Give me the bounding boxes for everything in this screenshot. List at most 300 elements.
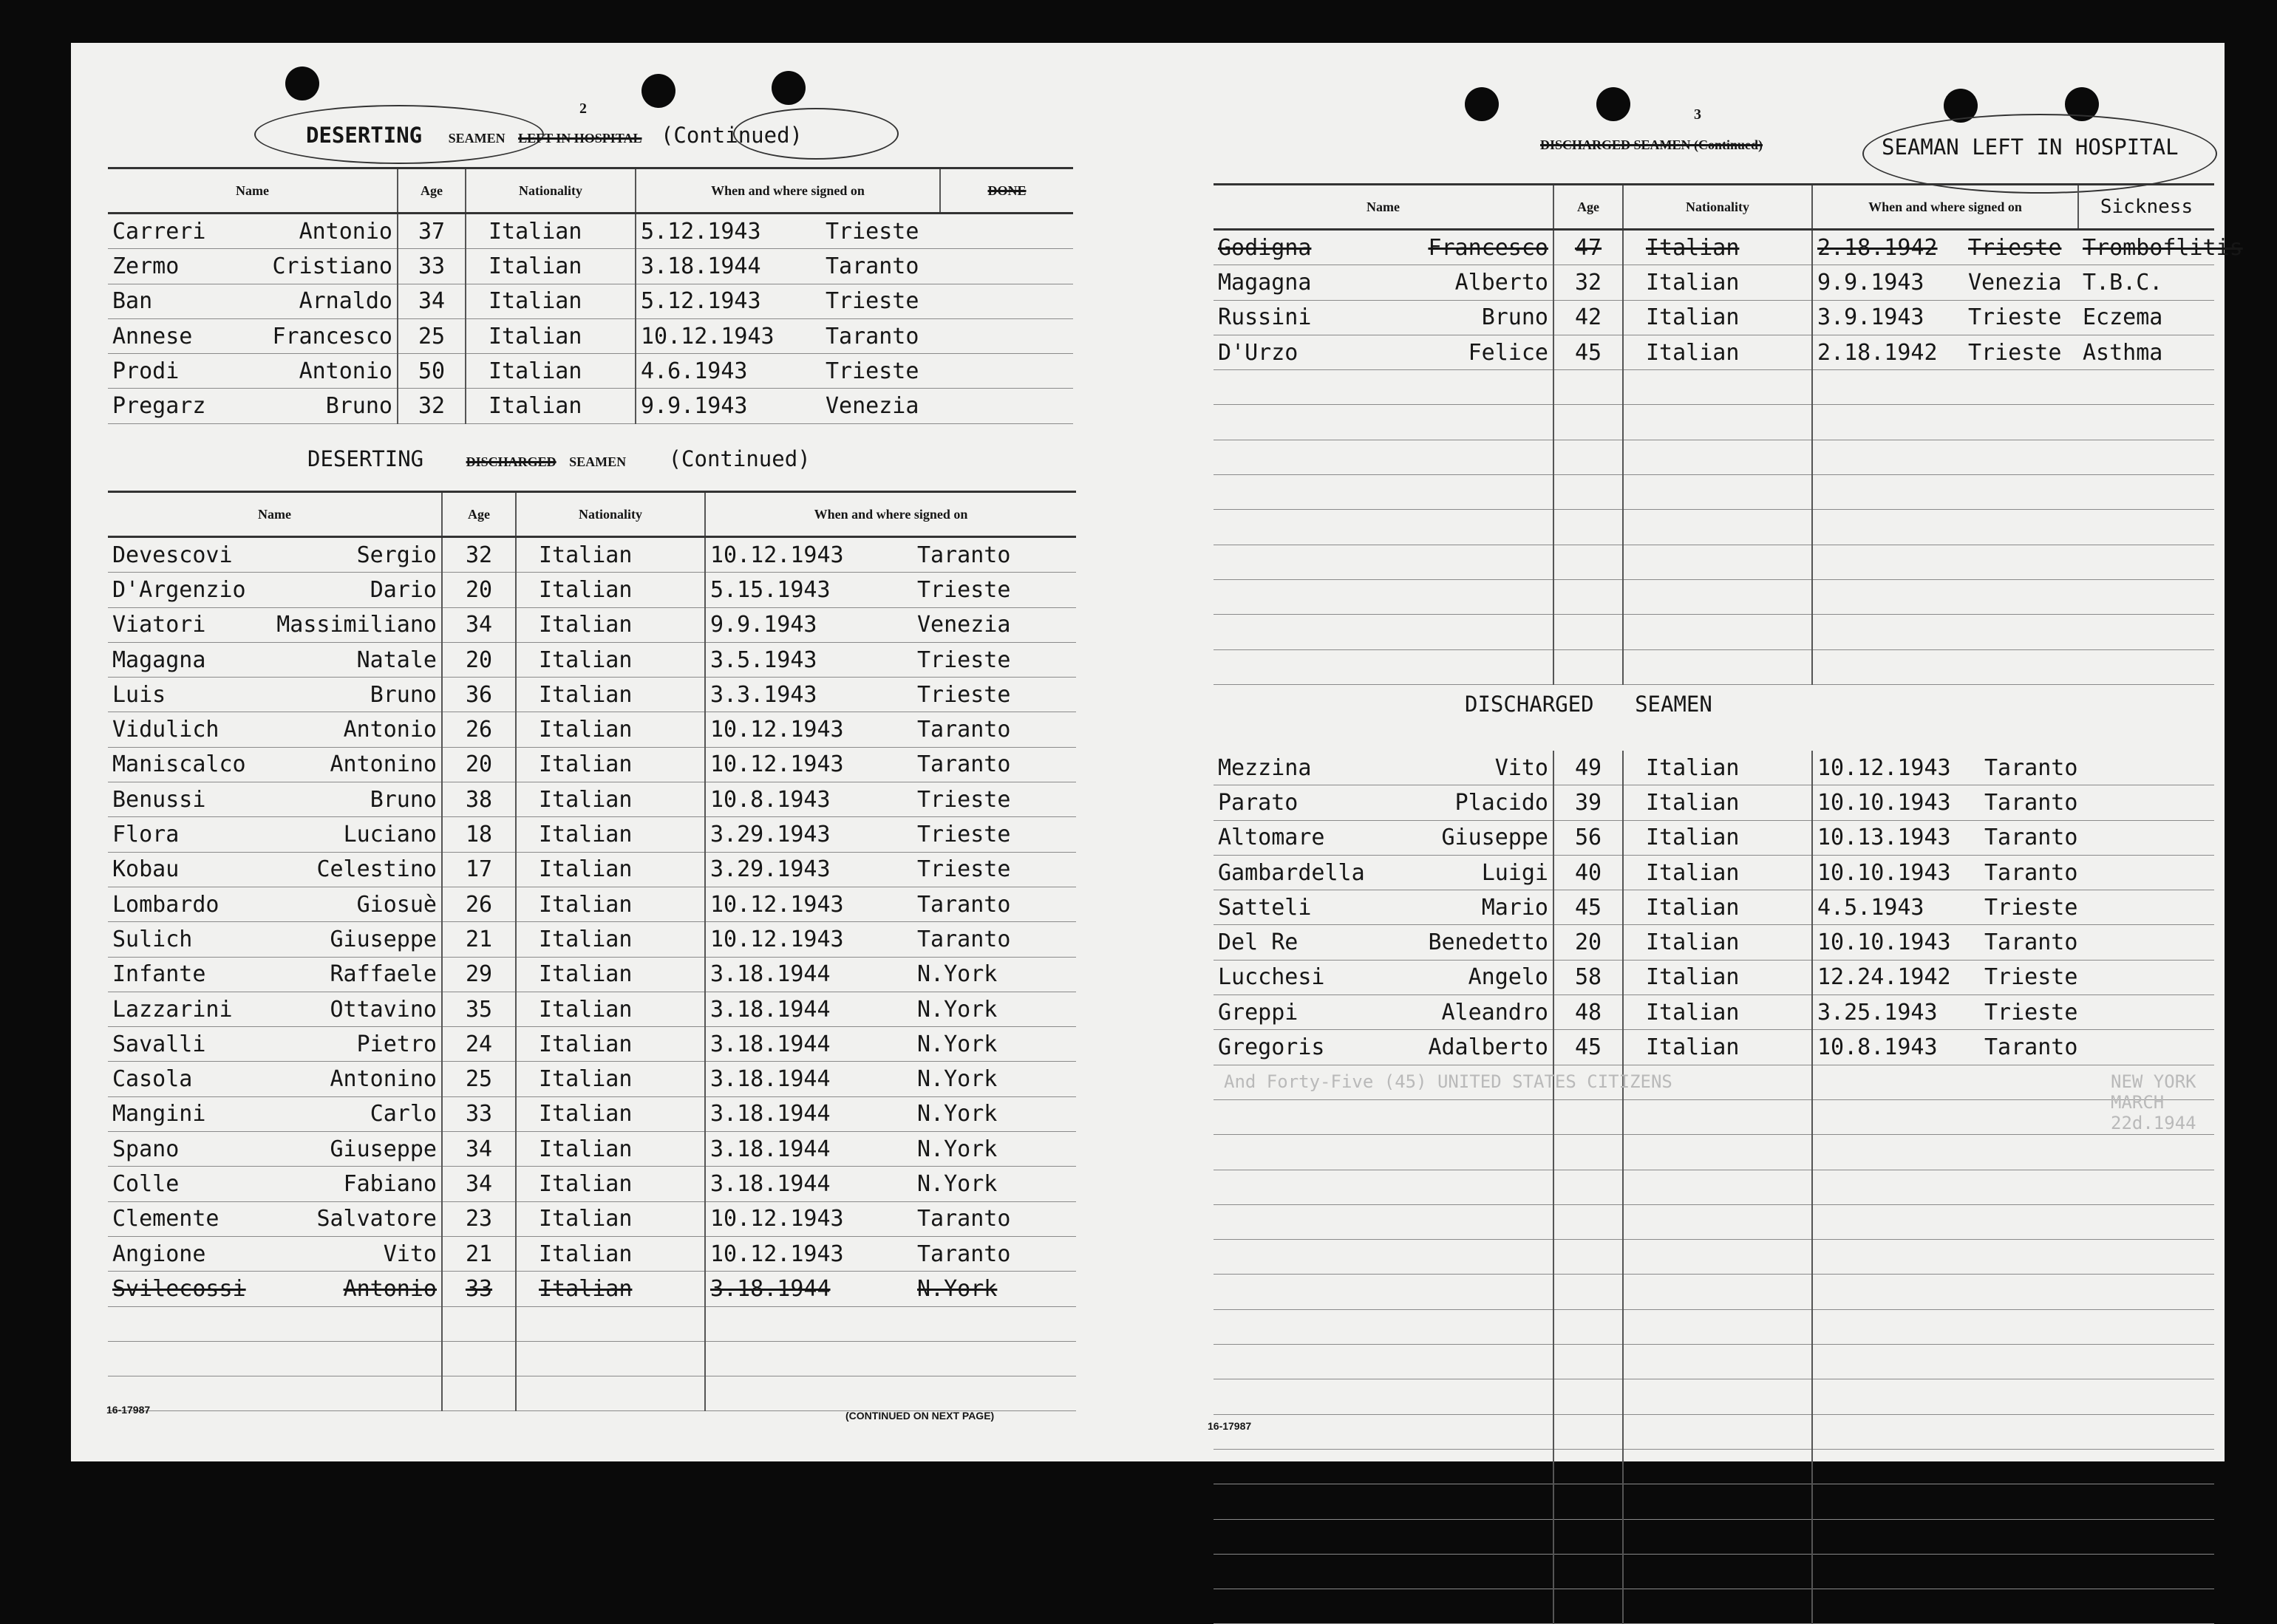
nationality-cell: Italian bbox=[516, 1236, 705, 1271]
age-cell: 49 bbox=[1553, 751, 1623, 785]
signed-place: Trieste bbox=[1984, 894, 2078, 921]
age-cell: 40 bbox=[1553, 855, 1623, 890]
name-cell bbox=[108, 1062, 442, 1096]
age-cell: 17 bbox=[442, 852, 516, 887]
surname: Godigna bbox=[1218, 234, 1312, 261]
table-row bbox=[1214, 230, 2214, 265]
extra-cell bbox=[940, 249, 1073, 284]
signed-cell bbox=[636, 249, 940, 284]
nationality-cell: Italian bbox=[516, 712, 705, 747]
given-name: Fabiano bbox=[343, 1170, 437, 1197]
nationality-cell: Italian bbox=[1623, 925, 1812, 960]
given-name: Bruno bbox=[370, 681, 437, 708]
blank-row bbox=[1214, 1240, 2214, 1275]
form-number: 16-17987 bbox=[106, 1404, 151, 1416]
signed-date: 5.12.1943 bbox=[641, 288, 761, 315]
nationality-cell: Italian bbox=[516, 1132, 705, 1167]
nationality-cell: Italian bbox=[1623, 300, 1812, 335]
surname: Maniscalco bbox=[112, 751, 246, 778]
signed-date: 10.12.1943 bbox=[710, 926, 844, 952]
name-cell bbox=[1214, 300, 1553, 335]
name-cell bbox=[108, 992, 442, 1026]
signed-date: 3.18.1944 bbox=[710, 961, 831, 988]
col-nationality: Nationality bbox=[516, 492, 705, 537]
signed-cell bbox=[705, 747, 1076, 782]
age-cell: 32 bbox=[442, 537, 516, 573]
table-row bbox=[108, 1132, 1076, 1167]
signed-place: Trieste bbox=[1968, 304, 2062, 331]
given-name: Bruno bbox=[370, 786, 437, 813]
signed-date: 3.18.1944 bbox=[710, 996, 831, 1023]
name-cell bbox=[108, 817, 442, 852]
nationality-cell: Italian bbox=[466, 284, 636, 318]
signed-cell bbox=[1812, 855, 2214, 890]
given-name: Salvatore bbox=[316, 1206, 437, 1232]
age-cell: 37 bbox=[398, 214, 466, 249]
hospital-title: SEAMAN LEFT IN HOSPITAL bbox=[1882, 134, 2179, 160]
nationality-cell: Italian bbox=[1623, 820, 1812, 855]
signed-cell bbox=[1812, 265, 2078, 300]
name-cell bbox=[1214, 890, 1553, 925]
nationality-cell: Italian bbox=[516, 747, 705, 782]
extra-cell: Asthma bbox=[2078, 335, 2214, 369]
signed-place: Trieste bbox=[1984, 999, 2078, 1026]
signed-date: 10.10.1943 bbox=[1817, 859, 1951, 886]
age-cell: 24 bbox=[442, 1027, 516, 1062]
signed-place: N.York bbox=[917, 961, 998, 988]
table-row bbox=[108, 214, 1073, 249]
given-name: Antonino bbox=[330, 1066, 437, 1093]
table-row bbox=[108, 1096, 1076, 1131]
table-row bbox=[108, 284, 1073, 318]
table-row bbox=[108, 607, 1076, 642]
given-name: Dario bbox=[370, 576, 437, 603]
table-row bbox=[108, 1062, 1076, 1096]
extra-cell bbox=[940, 389, 1073, 423]
signed-place: Trieste bbox=[1984, 964, 2078, 991]
blank-row bbox=[1214, 1589, 2214, 1624]
age-cell: 18 bbox=[442, 817, 516, 852]
signed-place: Venezia bbox=[826, 393, 919, 420]
signed-cell bbox=[1812, 960, 2214, 994]
blank-row bbox=[1214, 370, 2214, 405]
nationality-cell: Italian bbox=[1623, 855, 1812, 890]
nationality-cell: Italian bbox=[516, 1062, 705, 1096]
table-row bbox=[108, 537, 1076, 573]
nationality-cell: Italian bbox=[516, 1167, 705, 1201]
signed-date: 3.18.1944 bbox=[710, 1170, 831, 1197]
given-name: Sergio bbox=[356, 542, 437, 568]
name-cell bbox=[108, 1027, 442, 1062]
surname: Infante bbox=[112, 961, 206, 988]
signed-cell bbox=[1812, 890, 2214, 925]
signed-date: 3.18.1944 bbox=[710, 1101, 831, 1127]
age-cell: 34 bbox=[442, 1167, 516, 1201]
table-row bbox=[108, 957, 1076, 992]
nationality-cell: Italian bbox=[516, 957, 705, 992]
extra-cell: T.B.C. bbox=[2078, 265, 2214, 300]
age-cell: 25 bbox=[442, 1062, 516, 1096]
signed-cell bbox=[1812, 230, 2078, 265]
blank-row bbox=[1214, 1204, 2214, 1239]
signed-cell bbox=[705, 782, 1076, 817]
signed-cell bbox=[636, 214, 940, 249]
nationality-cell: Italian bbox=[516, 887, 705, 921]
name-cell bbox=[1214, 335, 1553, 369]
table-row bbox=[108, 922, 1076, 957]
age-cell: 34 bbox=[398, 284, 466, 318]
signed-place: Taranto bbox=[917, 751, 1011, 778]
blank-row bbox=[108, 1306, 1076, 1341]
surname: Mezzina bbox=[1218, 754, 1312, 781]
signed-cell bbox=[636, 389, 940, 423]
name-cell bbox=[1214, 785, 1553, 820]
given-name: Luigi bbox=[1481, 859, 1548, 886]
signed-date: 5.15.1943 bbox=[710, 576, 831, 603]
signed-cell bbox=[705, 642, 1076, 677]
signed-cell bbox=[705, 1272, 1076, 1306]
age-cell: 45 bbox=[1553, 335, 1623, 369]
age-cell: 20 bbox=[442, 642, 516, 677]
table-row bbox=[108, 354, 1073, 389]
age-cell: 45 bbox=[1553, 1030, 1623, 1065]
signed-place: Taranto bbox=[1984, 754, 2078, 781]
name-cell bbox=[1214, 820, 1553, 855]
signed-place: Taranto bbox=[1984, 1034, 2078, 1061]
col-age: Age bbox=[442, 492, 516, 537]
name-cell bbox=[1214, 960, 1553, 994]
given-name: Placido bbox=[1454, 789, 1548, 816]
nationality-cell: Italian bbox=[466, 318, 636, 353]
signed-date: 10.12.1943 bbox=[710, 717, 844, 743]
table-row bbox=[108, 1272, 1076, 1306]
surname: Satteli bbox=[1218, 894, 1312, 921]
section-title: DESERTING SEAMEN LEFT IN HOSPITAL (Continued) bbox=[306, 123, 803, 148]
signed-cell bbox=[705, 817, 1076, 852]
surname: Sulich bbox=[112, 926, 193, 952]
name-cell bbox=[108, 354, 398, 389]
table-row bbox=[108, 887, 1076, 921]
surname: Angione bbox=[112, 1241, 206, 1267]
age-cell: 20 bbox=[442, 573, 516, 607]
signed-date: 3.3.1943 bbox=[710, 681, 817, 708]
signed-cell bbox=[705, 992, 1076, 1026]
extra-cell bbox=[940, 284, 1073, 318]
given-name: Carlo bbox=[370, 1101, 437, 1127]
extra-cell bbox=[940, 214, 1073, 249]
surname: Flora bbox=[112, 822, 180, 848]
discharged-title: DISCHARGED SEAMEN bbox=[1465, 692, 1712, 717]
age-cell: 21 bbox=[442, 1236, 516, 1271]
signed-place: Trieste bbox=[917, 822, 1011, 848]
signed-place: N.York bbox=[917, 1066, 998, 1093]
signed-date: 10.10.1943 bbox=[1817, 929, 1951, 956]
age-cell: 26 bbox=[442, 887, 516, 921]
surname: Lazzarini bbox=[112, 996, 233, 1023]
name-cell bbox=[108, 214, 398, 249]
nationality-cell: Italian bbox=[516, 992, 705, 1026]
name-cell bbox=[108, 389, 398, 423]
signed-cell bbox=[636, 284, 940, 318]
nationality-cell: Italian bbox=[516, 573, 705, 607]
given-name: Giosuè bbox=[356, 891, 437, 918]
signed-cell bbox=[705, 607, 1076, 642]
page-number: 3 bbox=[1694, 106, 1701, 123]
signed-place: Trieste bbox=[826, 358, 919, 384]
blank-row bbox=[1214, 1484, 2214, 1519]
deserting-table-2 bbox=[108, 491, 1076, 1411]
col-age: Age bbox=[1553, 185, 1623, 230]
table-row bbox=[108, 573, 1076, 607]
surname: D'Urzo bbox=[1218, 339, 1299, 366]
faint-note: And Forty-Five (45) UNITED STATES CITIZENS bbox=[1224, 1071, 1672, 1092]
col-signed: When and where signed on bbox=[1812, 185, 2078, 230]
given-name: Antonio bbox=[343, 717, 437, 743]
age-cell: 50 bbox=[398, 354, 466, 389]
col-extra: DONE bbox=[940, 168, 1073, 214]
signed-cell bbox=[705, 922, 1076, 957]
signed-cell bbox=[1812, 751, 2214, 785]
surname: Pregarz bbox=[112, 393, 206, 420]
signed-place: Taranto bbox=[917, 891, 1011, 918]
name-cell bbox=[108, 1236, 442, 1271]
signed-date: 10.12.1943 bbox=[710, 891, 844, 918]
nationality-cell: Italian bbox=[466, 214, 636, 249]
surname: Luis bbox=[112, 681, 166, 708]
given-name: Giuseppe bbox=[330, 926, 437, 952]
surname: Lombardo bbox=[112, 891, 219, 918]
table-row bbox=[108, 852, 1076, 887]
signed-cell bbox=[1812, 995, 2214, 1030]
surname: Gambardella bbox=[1218, 859, 1365, 886]
blank-row bbox=[1214, 545, 2214, 579]
nationality-cell: Italian bbox=[1623, 785, 1812, 820]
surname: Savalli bbox=[112, 1031, 206, 1057]
age-cell: 25 bbox=[398, 318, 466, 353]
surname: D'Argenzio bbox=[112, 576, 246, 603]
signed-cell bbox=[705, 712, 1076, 747]
surname: Kobau bbox=[112, 856, 180, 883]
col-nationality: Nationality bbox=[466, 168, 636, 214]
signed-cell bbox=[1812, 300, 2078, 335]
deserting-table-1 bbox=[108, 167, 1073, 424]
signed-place: N.York bbox=[917, 1031, 998, 1057]
name-cell bbox=[1214, 265, 1553, 300]
table-row bbox=[1214, 890, 2214, 925]
surname: Greppi bbox=[1218, 999, 1299, 1026]
name-cell bbox=[108, 1167, 442, 1201]
table-row bbox=[108, 389, 1073, 423]
name-cell bbox=[1214, 1030, 1553, 1065]
given-name: Francesco bbox=[1428, 234, 1548, 261]
table-row bbox=[108, 318, 1073, 353]
name-cell bbox=[108, 573, 442, 607]
signed-date: 3.29.1943 bbox=[710, 822, 831, 848]
signed-date: 9.9.1943 bbox=[710, 612, 817, 638]
name-cell bbox=[108, 642, 442, 677]
nationality-cell: Italian bbox=[1623, 335, 1812, 369]
given-name: Vito bbox=[1494, 754, 1548, 781]
age-cell: 32 bbox=[1553, 265, 1623, 300]
punch-hole bbox=[285, 66, 319, 100]
name-cell bbox=[108, 747, 442, 782]
surname: Devescovi bbox=[112, 542, 233, 568]
table-row bbox=[1214, 785, 2214, 820]
extra-cell: Tromboflitis bbox=[2078, 230, 2214, 265]
signed-place: Trieste bbox=[1968, 234, 2062, 261]
nationality-cell: Italian bbox=[1623, 265, 1812, 300]
signed-place: Taranto bbox=[917, 1241, 1011, 1267]
given-name: Aleandro bbox=[1441, 999, 1548, 1026]
name-cell bbox=[108, 284, 398, 318]
nationality-cell: Italian bbox=[466, 389, 636, 423]
signed-date: 10.12.1943 bbox=[710, 1206, 844, 1232]
name-cell bbox=[1214, 925, 1553, 960]
left-page bbox=[71, 43, 1171, 1461]
nationality-cell: Italian bbox=[466, 354, 636, 389]
signed-place: Trieste bbox=[826, 288, 919, 315]
table-row bbox=[108, 678, 1076, 712]
blank-row bbox=[1214, 1345, 2214, 1379]
blank-row bbox=[1214, 1519, 2214, 1554]
signed-cell bbox=[1812, 925, 2214, 960]
age-cell: 33 bbox=[442, 1096, 516, 1131]
age-cell: 47 bbox=[1553, 230, 1623, 265]
blank-row bbox=[1214, 649, 2214, 684]
nationality-cell: Italian bbox=[1623, 995, 1812, 1030]
given-name: Raffaele bbox=[330, 961, 437, 988]
right-page bbox=[1131, 43, 2243, 1461]
signed-place: Taranto bbox=[917, 1206, 1011, 1232]
table-row bbox=[108, 249, 1073, 284]
table-row bbox=[108, 782, 1076, 817]
name-cell bbox=[108, 1201, 442, 1236]
age-cell: 34 bbox=[442, 1132, 516, 1167]
blank-row bbox=[1214, 405, 2214, 440]
extra-cell bbox=[940, 354, 1073, 389]
struck-heading: DISCHARGED SEAMEN (Continued) bbox=[1540, 137, 1763, 152]
col-signed: When and where signed on bbox=[636, 168, 940, 214]
signed-cell bbox=[705, 1027, 1076, 1062]
table-row bbox=[108, 992, 1076, 1026]
given-name: Vito bbox=[383, 1241, 437, 1267]
signed-date: 5.12.1943 bbox=[641, 218, 761, 245]
signed-cell bbox=[705, 1201, 1076, 1236]
signed-cell bbox=[636, 354, 940, 389]
punch-hole bbox=[772, 71, 806, 105]
signed-cell bbox=[705, 1096, 1076, 1131]
signed-cell bbox=[705, 1132, 1076, 1167]
age-cell: 21 bbox=[442, 922, 516, 957]
signed-date: 10.12.1943 bbox=[641, 323, 775, 349]
nationality-cell: Italian bbox=[466, 249, 636, 284]
name-cell bbox=[1214, 230, 1553, 265]
given-name: Cristiano bbox=[272, 253, 392, 279]
given-name: Arnaldo bbox=[299, 288, 392, 315]
punch-hole bbox=[1465, 87, 1499, 121]
nationality-cell: Italian bbox=[516, 852, 705, 887]
table-row bbox=[1214, 751, 2214, 785]
table-row bbox=[1214, 1030, 2214, 1065]
nationality-cell: Italian bbox=[516, 1027, 705, 1062]
blank-row bbox=[108, 1341, 1076, 1376]
col-name: Name bbox=[108, 492, 442, 537]
nationality-cell: Italian bbox=[1623, 230, 1812, 265]
age-cell: 58 bbox=[1553, 960, 1623, 994]
form-number: 16-17987 bbox=[1208, 1420, 1252, 1432]
signed-cell bbox=[705, 852, 1076, 887]
surname: Viatori bbox=[112, 612, 206, 638]
extra-cell bbox=[940, 318, 1073, 353]
given-name: Mario bbox=[1481, 894, 1548, 921]
blank-row bbox=[1214, 440, 2214, 474]
surname: Carreri bbox=[112, 218, 206, 245]
given-name: Bruno bbox=[325, 393, 392, 420]
surname: Gregoris bbox=[1218, 1034, 1325, 1061]
signed-date: 3.5.1943 bbox=[710, 646, 817, 673]
signed-place: Taranto bbox=[1984, 859, 2078, 886]
signed-cell bbox=[705, 957, 1076, 992]
blank-row bbox=[1214, 510, 2214, 545]
signed-place: Trieste bbox=[917, 576, 1011, 603]
signed-place: Taranto bbox=[1984, 929, 2078, 956]
table-row bbox=[1214, 300, 2214, 335]
age-cell: 48 bbox=[1553, 995, 1623, 1030]
signed-cell bbox=[1812, 820, 2214, 855]
nationality-cell: Italian bbox=[516, 817, 705, 852]
signed-cell bbox=[705, 887, 1076, 921]
table-row bbox=[108, 1201, 1076, 1236]
nationality-cell: Italian bbox=[516, 678, 705, 712]
name-cell bbox=[1214, 751, 1553, 785]
surname: Clemente bbox=[112, 1206, 219, 1232]
signed-date: 2.18.1942 bbox=[1817, 234, 1938, 261]
blank-row bbox=[1214, 1414, 2214, 1449]
name-cell bbox=[108, 678, 442, 712]
blank-row bbox=[1214, 1275, 2214, 1309]
discharged-table bbox=[1214, 751, 2214, 1624]
signed-date: 10.8.1943 bbox=[710, 786, 831, 813]
signed-date: 9.9.1943 bbox=[1817, 269, 1924, 296]
surname: Colle bbox=[112, 1170, 180, 1197]
col-nationality: Nationality bbox=[1623, 185, 1812, 230]
page-number: 2 bbox=[579, 100, 587, 117]
table-row bbox=[108, 1167, 1076, 1201]
surname: Benussi bbox=[112, 786, 206, 813]
signed-place: Trieste bbox=[1968, 339, 2062, 366]
blank-row bbox=[1214, 1449, 2214, 1484]
signed-cell bbox=[705, 678, 1076, 712]
blank-row bbox=[1214, 579, 2214, 614]
name-cell bbox=[108, 852, 442, 887]
table-row bbox=[1214, 335, 2214, 369]
name-cell bbox=[108, 887, 442, 921]
surname: Spano bbox=[112, 1136, 180, 1162]
signed-cell bbox=[705, 1167, 1076, 1201]
nationality-cell: Italian bbox=[1623, 890, 1812, 925]
blank-row bbox=[1214, 1099, 2214, 1134]
nationality-cell: Italian bbox=[516, 642, 705, 677]
col-signed: When and where signed on bbox=[705, 492, 1076, 537]
given-name: Ottavino bbox=[330, 996, 437, 1023]
signed-place: Taranto bbox=[826, 253, 919, 279]
signed-date: 12.24.1942 bbox=[1817, 964, 1951, 991]
given-name: Adalberto bbox=[1428, 1034, 1548, 1061]
age-cell: 33 bbox=[398, 249, 466, 284]
signed-cell bbox=[705, 537, 1076, 573]
signed-date: 9.9.1943 bbox=[641, 393, 748, 420]
name-cell bbox=[108, 957, 442, 992]
